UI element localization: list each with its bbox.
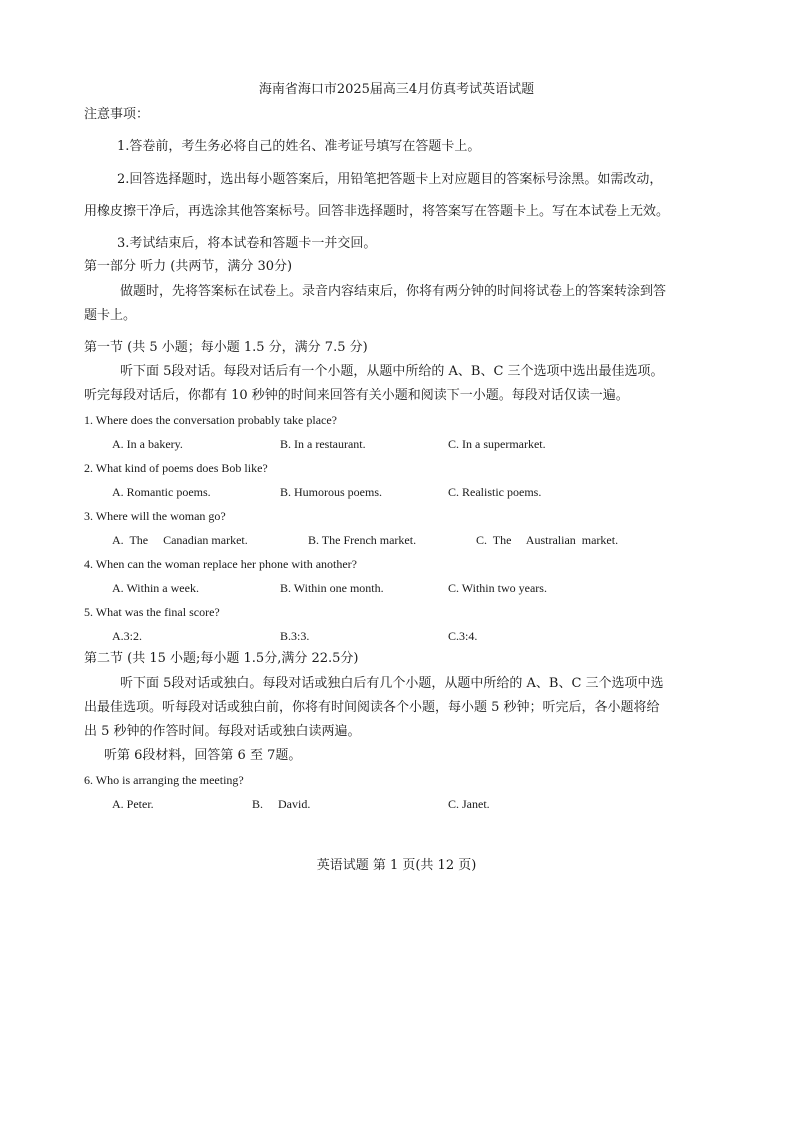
question-5-option-b: B.3:3. xyxy=(280,629,310,643)
part1-intro-line-2: 题卡上。 xyxy=(84,308,137,323)
question-2-option-c: C. Realistic poems. xyxy=(448,485,542,499)
section2-intro-line-2: 出最佳选项。听每段对话或独白前，你将有时间阅读各个小题，每小题 5 秒钟；听完后，各小题将给 xyxy=(84,700,660,715)
notice-heading: 注意事项： xyxy=(84,107,150,122)
section1-heading: 第一节 (共 5 小题；每小题 1.5 分，满分 7.5 分) xyxy=(84,340,368,355)
question-2: 2. What kind of poems does Bob like? xyxy=(84,461,268,475)
question-6-option-b: B. David. xyxy=(252,797,311,811)
question-5-option-c: C.3:4. xyxy=(448,629,478,643)
question-6-option-a: A. Peter. xyxy=(112,797,154,811)
question-1-option-a: A. In a bakery. xyxy=(112,437,183,451)
question-1: 1. Where does the conversation probably take place? xyxy=(84,413,338,427)
question-4-option-c: C. Within two years. xyxy=(448,581,547,595)
question-2-option-b: B. Humorous poems. xyxy=(280,485,382,499)
notice-item-2-line-2: 用橡皮擦干净后，再选涂其他答案标号。回答非选择题时，将答案写在答题卡上。写在本试卷上无效。 xyxy=(84,204,670,219)
section2-intro-line-1: 听下面 5段对话或独白。每段对话或独白后有几个小题，从题中所给的 A、B、C 三个选项中选 xyxy=(120,676,664,691)
section2-heading: 第二节 (共 15 小题;每小题 1.5分,满分 22.5分) xyxy=(84,651,359,666)
question-5-option-a: A.3:2. xyxy=(112,629,142,643)
notice-item-1: 1.答卷前，考生务必将自己的姓名、准考证号填写在答题卡上。 xyxy=(117,139,481,154)
part1-intro-line-1: 做题时，先将答案标在试卷上。录音内容结束后，你将有两分钟的时间将试卷上的答案转涂到答 xyxy=(120,284,667,299)
section2-material-note: 听第 6段材料，回答第 6 至 7题。 xyxy=(104,748,302,763)
question-3-option-c: C. The Australian market. xyxy=(476,533,619,547)
section1-intro-line-2: 听完每段对话后，你都有 10 秒钟的时间来回答有关小题和阅读下一小题。每段对话仅读一遍。 xyxy=(84,388,629,403)
part1-heading: 第一部分 听力 (共两节，满分 30分) xyxy=(84,259,293,274)
notice-item-3: 3.考试结束后，将本试卷和答题卡一并交回。 xyxy=(117,236,377,251)
question-1-option-b: B. In a restaurant. xyxy=(280,437,366,451)
question-6-option-c: C. Janet. xyxy=(448,797,490,811)
page-footer: 英语试题 第 1 页(共 12 页) xyxy=(316,858,477,873)
section1-intro-line-1: 听下面 5段对话。每段对话后有一个小题，从题中所给的 A、B、C 三个选项中选出最佳选项。 xyxy=(120,364,664,379)
question-1-option-c: C. In a supermarket. xyxy=(448,437,546,451)
question-3-option-b: B. The French market. xyxy=(308,533,417,547)
page-title: 海南省海口市2025届高三4月仿真考试英语试题 xyxy=(258,82,535,97)
notice-item-2-line-1: 2.回答选择题时，选出每小题答案后，用铅笔把答题卡上对应题目的答案标号涂黑。如需改动， xyxy=(117,172,663,187)
question-3: 3. Where will the woman go? xyxy=(84,509,226,523)
question-5: 5. What was the final score? xyxy=(84,605,220,619)
question-4-option-a: A. Within a week. xyxy=(112,581,199,595)
question-4: 4. When can the woman replace her phone with another? xyxy=(84,557,357,571)
question-6: 6. Who is arranging the meeting? xyxy=(84,773,244,787)
question-4-option-b: B. Within one month. xyxy=(280,581,384,595)
question-2-option-a: A. Romantic poems. xyxy=(112,485,211,499)
section2-intro-line-3: 出 5 秒钟的作答时间。每段对话或独白读两遍。 xyxy=(84,724,361,739)
question-3-option-a: A. The Canadian market. xyxy=(112,533,248,547)
